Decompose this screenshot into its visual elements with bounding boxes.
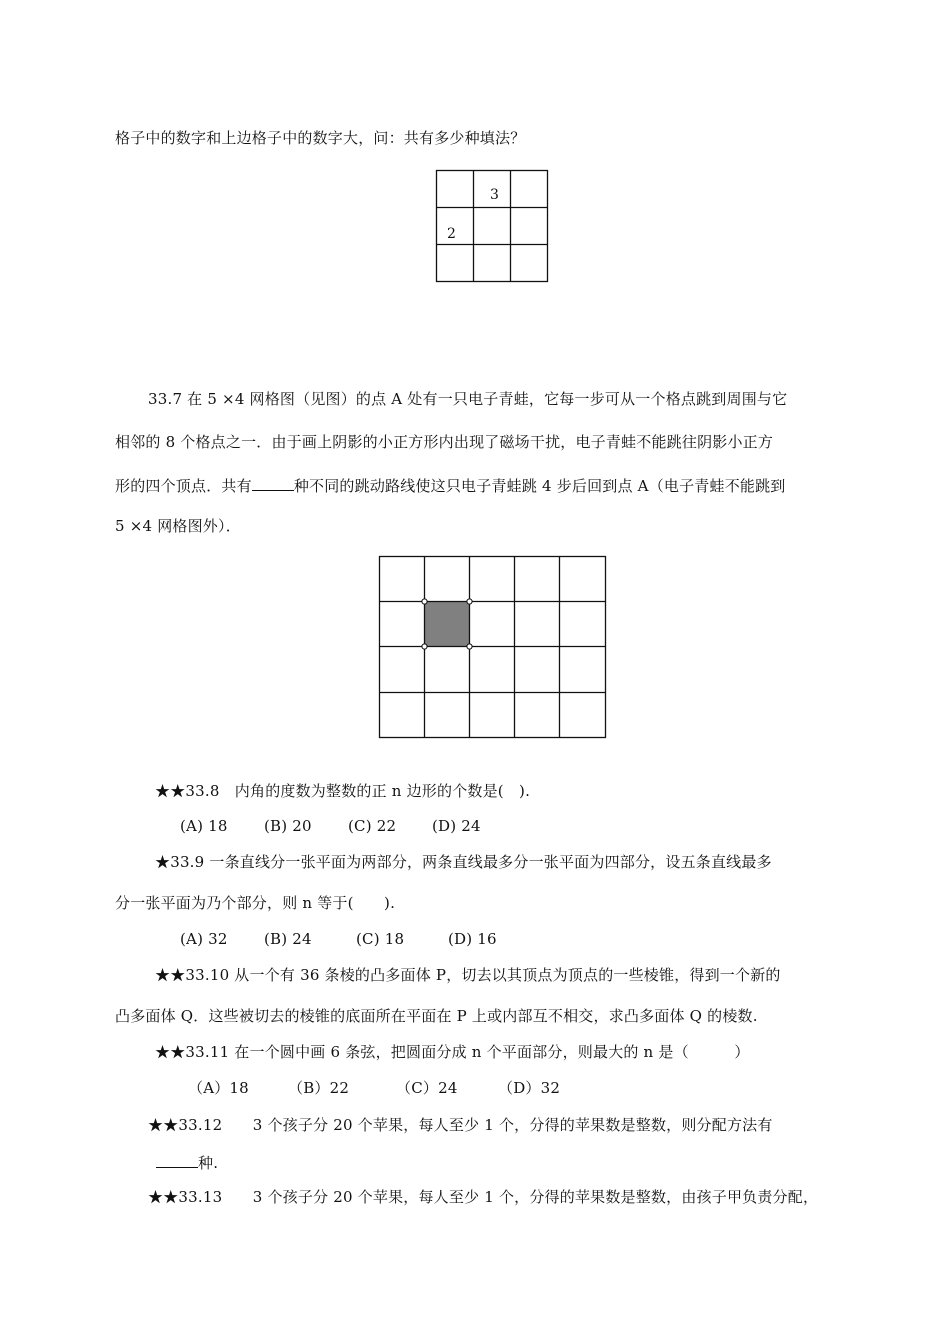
problem-33-7-text: 形的四个顶点．共有 — [115, 477, 252, 495]
problem-33-11-stem: ★★33.11 在一个圆中画 6 条弦，把圆面分成 n 个平面部分，则最大的 n 是（ ） — [155, 1043, 750, 1061]
option-b: （B）22 — [288, 1079, 350, 1097]
option-c: (C) 18 — [356, 930, 405, 948]
option-b: (B) 20 — [264, 817, 312, 835]
problem-33-12-text: 种. — [198, 1154, 219, 1172]
problem-33-12-line-2 — [156, 1151, 218, 1173]
option-c: (C) 22 — [348, 817, 397, 835]
intro-line: 格子中的数字和上边格子中的数字大，问：共有多少种填法？ — [115, 129, 526, 147]
problem-33-7-text: 种不同的跳动路线使这只电子青蛙跳 4 步后回到点 A（电子青蛙不能跳到 — [293, 477, 786, 495]
problem-33-9-options — [180, 929, 497, 949]
blocked-vertex — [467, 599, 472, 604]
option-d: （D）32 — [498, 1079, 561, 1097]
grid-cell-number: 3 — [490, 187, 499, 203]
problem-33-11-options — [188, 1078, 560, 1098]
problem-33-8-stem: ★★33.8 内角的度数为整数的正 n 边形的个数是( ). — [155, 782, 531, 800]
problem-33-12-line-1: ★★33.12 3 个孩子分 20 个苹果，每人至少 1 个，分得的苹果数是整数，则分配方法有 — [148, 1116, 773, 1134]
problem-33-7-line-2: 相邻的 8 个格点之一．由于画上阴影的小正方形内出现了磁场干扰，电子青蛙不能跳往阴影小正方 — [115, 433, 774, 451]
option-a: (A) 32 — [180, 930, 228, 948]
option-c: （C）24 — [396, 1079, 458, 1097]
option-d: (D) 24 — [432, 817, 481, 835]
five-by-four-grid — [379, 556, 607, 738]
option-a: （A）18 — [188, 1079, 249, 1097]
problem-33-10-line-2: 凸多面体 Q．这些被切去的棱锥的底面所在平面在 P 上或内部互不相交，求凸多面体 Q 的棱数. — [115, 1007, 758, 1025]
blocked-vertex — [422, 599, 427, 604]
problem-33-10-line-1: ★★33.10 从一个有 36 条棱的凸多面体 P，切去以其顶点为顶点的一些棱锥，得到一个新的 — [155, 966, 781, 984]
blocked-vertex — [422, 644, 427, 649]
problem-33-7-line-3 — [115, 474, 786, 496]
problem-33-7-line-4: 5 ×4 网格图外）． — [115, 517, 241, 535]
shaded-square — [425, 602, 470, 647]
problem-33-7-line-1: 33.7 在 5 ×4 网格图（见图）的点 A 处有一只电子青蛙，它每一步可从一个格点跳到周围与它 — [148, 390, 788, 408]
answer-blank — [156, 1151, 198, 1168]
grid-cell-number: 2 — [447, 226, 456, 242]
problem-33-9-line-1: ★33.9 一条直线分一张平面为两部分，两条直线最多分一张平面为四部分，设五条直线最多 — [155, 853, 772, 871]
option-b: (B) 24 — [264, 930, 312, 948]
problem-33-9-line-2: 分一张平面为乃个部分，则 n 等于( ). — [115, 894, 396, 912]
problem-33-8-options — [180, 816, 481, 836]
option-d: (D) 16 — [448, 930, 497, 948]
option-a: (A) 18 — [180, 817, 228, 835]
three-by-three-grid — [436, 170, 548, 282]
problem-33-13-line-1: ★★33.13 3 个孩子分 20 个苹果，每人至少 1 个，分得的苹果数是整数，由孩子甲负责分配， — [148, 1188, 819, 1206]
blocked-vertex — [467, 644, 472, 649]
answer-blank — [252, 474, 294, 491]
